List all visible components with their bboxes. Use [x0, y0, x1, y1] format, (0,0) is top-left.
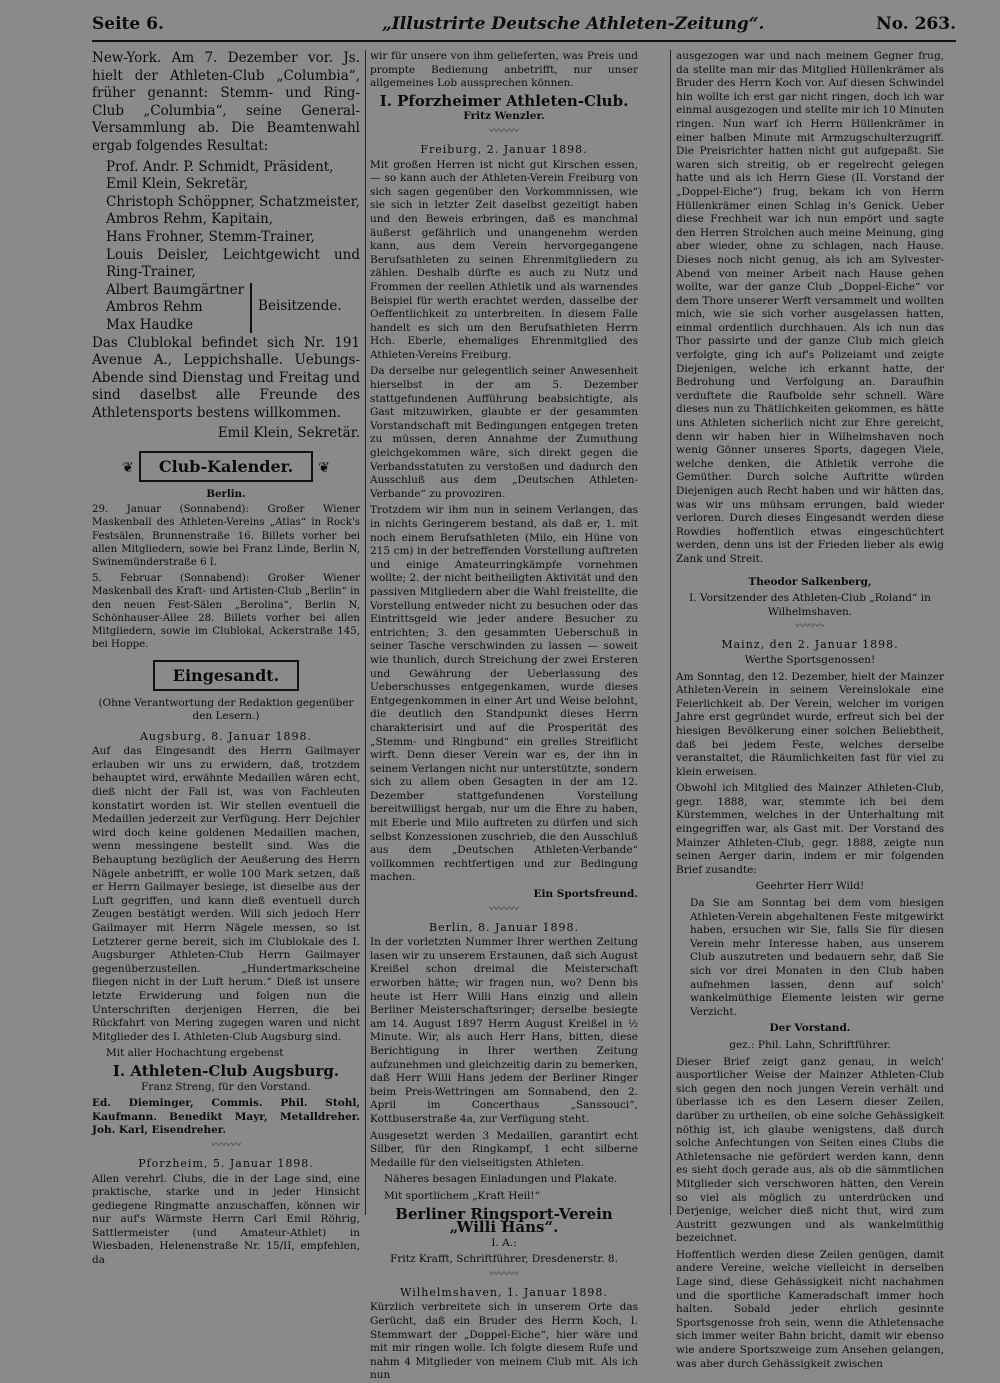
- augsburg-club: I. Athleten-Club Augsburg.: [112, 1061, 340, 1080]
- mainz-paragraph: Hoffentlich werden diese Zeilen genügen, damit andere Vereine, welche vielleicht in derselben Lage sind, diese Gehässigkeit nicht nachahmen und die sportliche Kameradschaft immer hoch halten. Sobald jeder ehrlich gesinnte Sportsgenosse froh sein, wenn die Athletensache sich immer weiter Bahn bricht, damit wir ebenso wie andere Sportszweige zum Ansehen gelangen, was aber durch Gehässigkeit zwischen: [676, 1248, 944, 1370]
- brace: [250, 283, 252, 333]
- freiburg-paragraph: Mit großen Herren ist nicht gut Kirschen essen, — so kann auch der Athleten-Verein Freiburg von sich sagen gegenüber den Vorkommnissen, wie sie sich in letzter Zeit daselbst gezeitigt haben und den Beweis erbringen, daß es manchmal äußerst gefährlich und unangenehm werden kann, aus dem Verein hervorgegangene Berufsathleten zu seinen Ehrenmitgliedern zu zählen. Deshalb dürfte es auch zu Nutz und Frommen der reellen Athletik und als warnendes Beispiel für werth erachtet werden, dasselbe der Oeffentlichkeit zu unterbreiten. In diesem Falle handelt es sich um den Berufsathleten Herrn Hch. Eberle, ehemaliges Ehrenmitglied des Athleten-Vereins Freiburg.: [370, 158, 638, 361]
- augsburg-dateline: Augsburg, 8. Januar 1898.: [139, 729, 313, 743]
- newyork-signature: Emil Klein, Sekretär.: [217, 425, 360, 442]
- berlin-signature: Fritz Krafft, Schriftführer, Dresdenerstr. 8.: [390, 1253, 618, 1266]
- pforzheim-dateline: Pforzheim, 5. Januar 1898.: [138, 1156, 314, 1170]
- officer: Christoph Schöppner, Schatzmeister,: [106, 193, 360, 210]
- column-3: [676, 50, 944, 1370]
- ornament-icon: ❦: [318, 460, 330, 477]
- berlin-club: Berliner Ringsport-Verein „Willi Hans“.: [395, 1204, 613, 1237]
- freiburg-dateline: Freiburg, 2. Januar 1898.: [420, 142, 588, 156]
- wilhelmshaven-signature: Theodor Salkenberg,: [748, 575, 872, 588]
- berlin-greeting: Mit sportlichem „Kraft Heil!“: [384, 1189, 540, 1202]
- mainz-paragraph: Am Sonntag, den 12. Dezember, hielt der Mainzer Athleten-Verein in seinem Vereinslokale eine Feierlichkeit ab. Der Verein, welcher im vorigen Jahre erst gegründet wurde, erfreut sich bei der hiesigen Bevölkerung einer solchen Beliebtheit, daß bei jedem Feste, welches derselbe veranstaltet, die Räumlichkeiten fast für viel zu klein erweisen.: [676, 670, 944, 778]
- letter-signature-name: gez.: Phil. Lahn, Schriftführer.: [729, 1038, 891, 1051]
- berlin-ia: I. A.:: [491, 1236, 517, 1249]
- augsburg-chair: Franz Streng, für den Vorstand.: [141, 1080, 311, 1093]
- page-header: [92, 14, 956, 40]
- assessors-label: Beisitzende.: [258, 297, 342, 314]
- kalender-section: [92, 488, 360, 651]
- officer: Ambros Rehm, Kapitain,: [106, 211, 274, 228]
- kalender-heading: [92, 451, 360, 482]
- berlin-paragraph: Ausgesetzt werden 3 Medaillen, garantirt echt Silber, für den Ringkampf, 1 echt silberne Medaille für den vielseitigsten Athleten.: [370, 1129, 638, 1169]
- pforzheim-body: Allen verehrl. Clubs, die in der Lage sind, eine praktische, starke und in jeder Hinsicht gediegene Ringmatte anzuschaffen, können wir nur auf's Wärmste Herrn Carl Emil Röhrig, Sattlermeister (und Amateur-Athlet) in Wiesbaden, Helenenstraße Nr. 15/II, empfehlen, da: [92, 1172, 360, 1267]
- kalender-entry: 5. Februar (Sonnabend): Großer Wiener Maskenball des Kraft- und Artisten-Club „Berlin“ in den neuen Fest-Sälen „Berolina“, Berlin N, Schönhauser-Allee 28. Billets vorher bei allen Mitgliedern, sowie im Clublokal, Ackerstraße 145, bei Hoppe.: [92, 573, 360, 651]
- assessors-group: [92, 282, 360, 335]
- kalender-title: Club-Kalender.: [139, 451, 313, 482]
- pforzheim-continued: wir für unsere von ihm gelieferten, was Preis und prompte Bedienung anbetrifft, nur unser allgemeines Lob aussprechen können.: [370, 50, 638, 90]
- page-number: Seite 6.: [92, 14, 164, 34]
- mainz-dateline: Mainz, den 2. Januar 1898.: [721, 638, 899, 652]
- column-2: [370, 50, 638, 1382]
- divider-flourish: 〰〰〰: [795, 621, 825, 633]
- officer: Louis Deisler, Leichtgewicht und Ring-Trainer,: [106, 246, 360, 281]
- eingesandt-title: Eingesandt.: [153, 660, 299, 691]
- eingesandt-note: (Ohne Verantwortung der Redaktion gegenüber den Lesern.): [98, 696, 354, 723]
- berlin-paragraph: Näheres besagen Einladungen und Plakate.: [384, 1173, 618, 1186]
- kalender-city: Berlin.: [206, 488, 246, 501]
- column-1: [92, 50, 360, 1265]
- kalender-entry: 29. Januar (Sonnabend): Großer Wiener Maskenball des Athleten-Vereins „Atlas“ in Rock's Festsälen, Brunnenstraße 16. Billets vorher bei allen Mitgliedern, sowie bei Franz Linde, Berlin N, Swinemünderstraße 6 I.: [92, 504, 360, 569]
- assessor: Ambros Rehm: [106, 299, 203, 316]
- issue-number: No. 263.: [876, 14, 956, 34]
- officer: Emil Klein, Sekretär,: [106, 176, 249, 193]
- wilhelmshaven-body: Kürzlich verbreitete sich in unserem Orte das Gerücht, daß ein Bruder des Herrn Koch, I. Stemmwart der „Doppel-Eiche“, hier wäre und mit mir ringen wolle. Ich folgte diesem Rufe und nahm 4 Mitglieder von meinem Club mit. Als ich nun: [370, 1301, 638, 1382]
- newyork-body: Das Clublokal befindet sich Nr. 191 Avenue A., Leppichshalle. Uebungs-Abende sind Dienstag und Freitag und sind daselbst alle Freunde des Athletensports bestens willkommen.: [92, 334, 360, 421]
- pforzheim-signature: Fritz Wenzler.: [463, 110, 545, 123]
- eingesandt-heading: [92, 660, 360, 691]
- ornament-icon: ❦: [122, 460, 134, 477]
- divider-flourish: 〰〰〰: [489, 1268, 519, 1280]
- officer-list: [92, 159, 360, 282]
- mainz-paragraph: Dieser Brief zeigt ganz genau, in welch' ausportlicher Weise der Mainzer Athleten-Club sich gegen den noch jungen Verein verhält und überlasse ich es den Lesern dieser Zeilen, darüber zu urtheilen, ob eine solche Gehässigkeit nöthig ist, ich glaube wenigstens, daß durch solche Anfechtungen von Seiten eines Clubs die Athletensache nie gefördert werden kann, denn es sieht doch gerade aus, als ob die sämmtlichen Mitglieder sich verschworen hätten, den Verein so viel als möglich zu unterdrücken und Derjenige, welcher dieß nicht thut, wird zum Austritt gezwungen und als wankelmüthig bezeichnet.: [676, 1055, 944, 1245]
- mainz-paragraph: Obwohl ich Mitglied des Mainzer Athleten-Club, gegr. 1888, war, stemmte ich bei dem Kürstemmen, welches in der Unterhaltung mit eingegriffen war, als Gast mit. Der Vorstand des Mainzer Athleten-Club, gegr. 1888, zeigte nun seinen Aerger darin, indem er mir folgenden Brief zusandte:: [676, 782, 944, 876]
- column-divider: [670, 50, 671, 1215]
- officer: Prof. Andr. P. Schmidt, Präsident,: [106, 158, 334, 175]
- wilhelmshaven-signature-title: I. Vorsitzender des Athleten-Club „Roland“ in Wilhelmshaven.: [689, 592, 931, 618]
- assessor: Max Haudke: [106, 316, 194, 333]
- augsburg-greeting: Mit aller Hochachtung ergebenst: [106, 1047, 284, 1060]
- officer: Hans Frohner, Stemm-Trainer,: [106, 228, 315, 245]
- augsburg-body: Auf das Eingesandt des Herrn Gailmayer erlauben wir uns zu erwidern, daß, trotzdem behauptet wird, erwähnte Medaillen wären echt, dieß nicht der Fall ist, was von Fachleuten konstatirt worden ist. Wir stellen eventuell die Medaillen jederzeit zur Verfügung. Herr Dejchler wird doch keine goldenen Medaillen machen, wenn messingene bestellt sind. Was die Behauptung bezüglich der Aeußerung des Herrn Nägele anbetrifft, er wolle 100 Mark setzen, daß er Herrn Gailmayer besiege, ist dieselbe aus der Luft gegriffen, und kann dieß eventuell durch Zeugen bestätigt werden. Will sich jedoch Herr Gailmayer mit Herrn Nägele messen, so ist Letzterer gerne bereit, sich im Clublokale des I. Augsburger Athleten-Club Herrn Gailmayer gegenüberzustellen. „Hundertmarkscheine fliegen nicht in der Luft herum.“ Dieß ist unsere letzte Erwiderung und folgen nun die Unterschriften derjenigen Herren, die bei Rückfahrt von Mering zugegen waren und nicht Mitglieder des I. Athleten-Club Augsburg sind.: [92, 745, 360, 1043]
- freiburg-paragraph: Trotzdem wir ihm nun in seinem Verlangen, das in nichts Geringerem bestand, als daß er, 1. mit noch einem Berufsathleten (Milo, ein Hüne von 215 cm) in der betreffenden Vorstellung auftreten und einige Amateurringkämpfe vornehmen wollte; 2. der nicht beitheiligten Aktivität und den passiven Mitgliedern aber die Wahl freistellte, die Vorstellung entweder nicht zu besuchen oder das Eintrittsgeld wie jeder andere Besucher zu entrichten; 3. den gesammten Ueberschuß in seiner Tasche verschwinden zu lassen — soweit wie thunlich, durch Streichung der zwei Ersteren und Gewährung der Ueberlassung des Ueberschusses entgegenkamen, wurde dieses Entgegenkommen in einer Art und Weise belohnt, die deutlich den Standpunkt dieses Herrn charakterisirt und auf die Prosperität des „Stemm- und Ringbund“ ein grelles Streiflicht wirft. Denn dieser Verein war es, der ihn in seinem Verlangen nicht nur unterstützte, sondern sich zu allem oben Gesagten in der am 12. Dezember stattgefundenen Vorstellung bereitwilligst hergab, nur um die Ehre zu haben, mit Eberle und Milo auftreten zu dürfen und sich selbst Konzessionen zuschrieb, die den Ausschluß aus dem „Deutschen Athleten-Verbande“ vollkommen rechtfertigen und zur Bedingung machen.: [370, 504, 638, 884]
- letter-signature: Der Vorstand.: [769, 1022, 851, 1035]
- berlin-body: In der vorletzten Nummer Ihrer werthen Zeitung lasen wir zu unserem Erstaunen, daß sich August Kreißel schon dreimal die Meisterschaft erworben hätte; wir fragen nun, wo? Denn bis heute ist Herr Willi Hans einzig und allein Berliner Meisterschaftsringer; derselbe besiegte am 14. August 1897 Herrn August Kreißel in ½ Minute. Wir, als auch Herr Hans, bitten, diese Berichtigung in Ihrer werthen Zeitung aufzunehmen und gleichzeitig darin zu bemerken, daß Herr Willi Hans jedem der Berliner Ringer beim Preis-Wettringen am Sonnabend, den 2. April im Concerthaus „Sanssouci“, Kottbuserstraße 4a, zur Verfügung steht.: [370, 936, 638, 1125]
- column-divider: [365, 50, 366, 1215]
- letter-greeting: Geehrter Herr Wild!: [755, 880, 865, 893]
- divider-flourish: 〰〰〰: [211, 1139, 241, 1151]
- newyork-intro: New-York. Am 7. Dezember vor. Js. hielt der Athleten-Club „Columbia“, früher genannt: Stemm- und Ring-Club „Columbia“, seine General-Versammlung ab. Die Beamtenwahl ergab folgendes Resultat:: [92, 50, 360, 154]
- letter-body: Da Sie am Sonntag bei dem vom hiesigen Athleten-Verein abgehaltenen Feste mitgewirkt haben, ersuchen wir Sie, falls Sie für diesen Verein mehr Interesse haben, aus unserem Club auszutreten und bedauern sehr, daß Sie sich vor drei Monaten in den Club haben aufnehmen lassen, denn auf solch' wankelmüthige Elemente leisten wir gerne Verzicht.: [690, 897, 944, 1018]
- newspaper-title: „Illustrirte Deutsche Athleten-Zeitung“.: [382, 14, 765, 34]
- freiburg-signature: Ein Sportsfreund.: [533, 888, 638, 901]
- newyork-article: [92, 50, 360, 443]
- mainz-greeting: Werthe Sportsgenossen!: [744, 653, 876, 666]
- berlin-dateline: Berlin, 8. Januar 1898.: [429, 920, 579, 934]
- header-rule: [92, 40, 956, 42]
- pforzheim-club: I. Pforzheimer Athleten-Club.: [379, 91, 629, 110]
- divider-flourish: 〰〰〰: [489, 125, 519, 137]
- wilhelmshaven-dateline: Wilhelmshaven, 1. Januar 1898.: [400, 1285, 608, 1299]
- augsburg-members: Ed. Dieminger, Commis. Phil. Stohl, Kaufmann. Benedikt Mayr, Metalldreher. Joh. Karl, Eisendreher.: [92, 1097, 360, 1137]
- wilhelmshaven-continued: ausgezogen war und nach meinem Gegner frug, da stellte man mir das Mitglied Hüllenkrämer als Bruder des Herrn Koch vor. Auf diesen Schwindel hin wollte ich erst gar nicht ringen, doch ich war einmal ausgezogen und stellte mir ich 10 Minuten ringen. Nun warf ich Herrn Hüllenkrämer in einer halben Minute mit Armzugschulterzugriff. Die Preisrichter hatten nicht gut aufgepaßt. Sie waren sich streitig, ob er regelrecht gelegen hatte und als ich Herrn Giese (II. Vorstand der „Doppel-Eiche“) frug, bekam ich von Herrn Hüllenkrämer einen Schlag in's Genick. Ueber diese Frechheit war ich nun empört und sagte den Herren Strolchen auch meine Meinung, ging aber wieder, ohne zu schlagen, nach Hause. Dieses noch nicht genug, als ich am Sylvester-Abend von meiner Arbeit nach Hause gehen wollte, war der ganze Club „Doppel-Eiche“ vor dem Thore unserer Werft versammelt und wollten mich, wie sie sich vorher ausgelassen hatten, einmal ordentlich durchhauen. Als ich nun das Thor passirte und der ganze Club mich gleich verfolgte, ging ich auf's Polizeiamt und zeigte Diejenigen, welche ich erkannt hatte, der Bedrohung und Verfolgung an. Daraufhin verduftete die Raufbolde sehr schnell. Wäre dieses nun zu Thätlichkeiten gekommen, es hätte uns Athleten sicherlich nicht zur Ehre gereicht, denn wir haben hier in Wilhelmshaven noch wenig Gönner unseres Sports, dagegen Viele, welche denken, die Athletik verrohe die Gemüther. Durch solche Auftritte würden Diejenigen auch Recht haben und wir hätten das, was wir uns mühsam errungen, bald wieder verloren. Durch dieses Eingesandt werden diese Rowdies hoffentlich etwas eingeschüchtert werden, denn uns ist der Frieden lieber als ewig Zank und Streit.: [676, 50, 944, 565]
- assessor: Albert Baumgärtner: [106, 281, 245, 298]
- freiburg-paragraph: Da derselbe nur gelegentlich seiner Anwesenheit hierselbst in der am 5. Dezember stattgefundenen Aufführung beabsichtigte, als Gast mitzuwirken, glaubte er der gesammten Vorstandschaft mit Bedingungen entgegen treten zu müssen, deren Annahme der Zumuthung gleichgekommen wäre, sich direkt gegen die Verbandsstatuten zu verstoßen und dadurch den Ausschluß aus dem „Deutschen Athleten-Verbande“ zu provoziren.: [370, 365, 638, 500]
- divider-flourish: 〰〰〰: [489, 903, 519, 915]
